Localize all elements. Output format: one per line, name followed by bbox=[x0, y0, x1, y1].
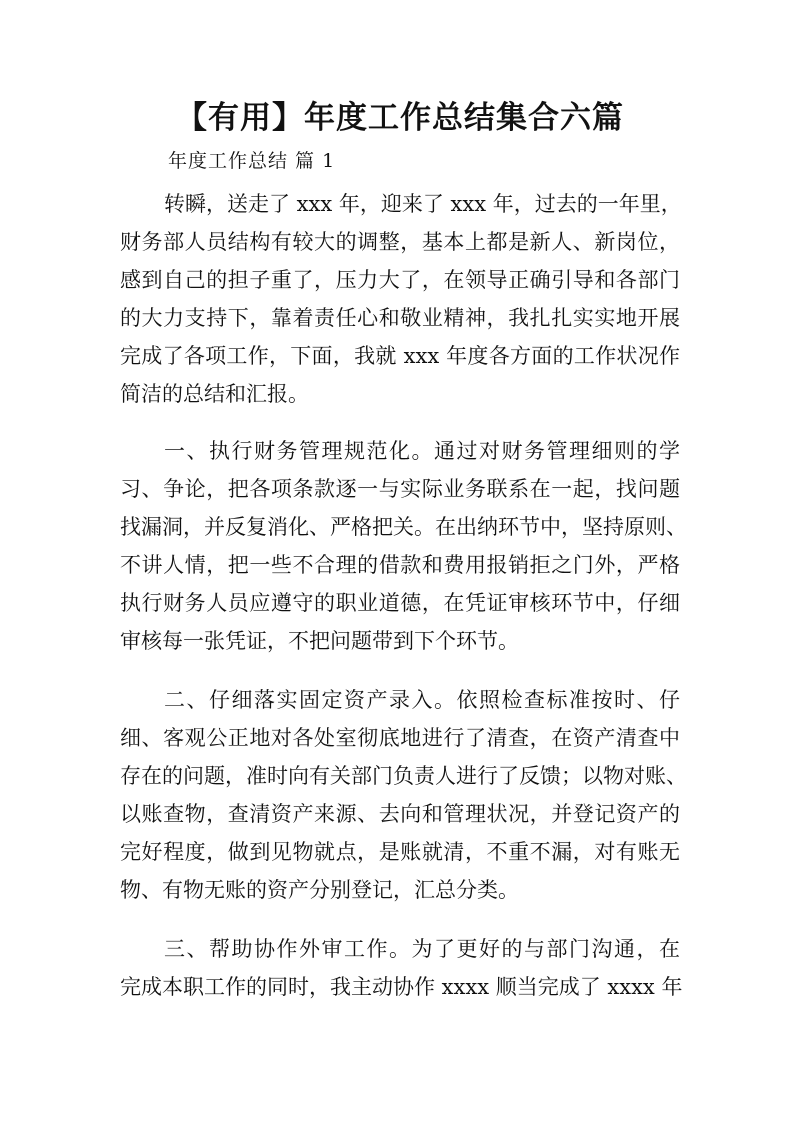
paragraph-line: 执行财务人员应遵守的职业道德，在凭证审核环节中，仔细 bbox=[120, 591, 680, 615]
paragraph-line: 三、帮助协作外审工作。为了更好的与部门沟通，在 bbox=[164, 937, 680, 961]
paragraph-line: 财务部人员结构有较大的调整，基本上都是新人、新岗位， bbox=[120, 230, 680, 254]
paragraph-line: 一、执行财务管理规范化。通过对财务管理细则的学 bbox=[164, 439, 680, 463]
paragraph-line: 的大力支持下，靠着责任心和敬业精神，我扎扎实实地开展 bbox=[120, 306, 680, 330]
paragraph-line: 感到自己的担子重了，压力大了，在领导正确引导和各部门 bbox=[120, 268, 680, 292]
document-title: 【有用】年度工作总结集合六篇 bbox=[176, 100, 624, 136]
paragraph-line: 存在的问题，准时向有关部门负责人进行了反馈；以物对账、 bbox=[120, 764, 687, 788]
paragraph-line: 完好程度，做到见物就点，是账就清，不重不漏，对有账无 bbox=[120, 840, 680, 864]
paragraph-line: 二、仔细落实固定资产录入。依照检查标准按时、仔 bbox=[164, 688, 680, 712]
paragraph-line: 转瞬，送走了 xxx 年，迎来了 xxx 年，过去的一年里， bbox=[164, 192, 682, 216]
paragraph-line: 以账查物，查清资产来源、去向和管理状况，并登记资产的 bbox=[120, 802, 680, 826]
paragraph-line: 不讲人情，把一些不合理的借款和费用报销拒之门外，严格 bbox=[120, 553, 680, 577]
paragraph-line: 审核每一张凭证，不把问题带到下个环节。 bbox=[120, 629, 519, 653]
section-heading: 年度工作总结 篇 1 bbox=[168, 150, 336, 172]
paragraph-line: 找漏洞，并反复消化、严格把关。在出纳环节中，坚持原则、 bbox=[120, 515, 687, 539]
paragraph-line: 简洁的总结和汇报。 bbox=[120, 382, 309, 406]
paragraph-line: 完成了各项工作，下面，我就 xxx 年度各方面的工作状况作 bbox=[120, 344, 680, 368]
paragraph-line: 完成本职工作的同时，我主动协作 xxxx 顺当完成了 xxxx 年 bbox=[120, 975, 683, 999]
paragraph-line: 习、争论，把各项条款逐一与实际业务联系在一起，找问题 bbox=[120, 477, 680, 501]
paragraph-line: 物、有物无账的资产分别登记，汇总分类。 bbox=[120, 878, 519, 902]
paragraph-line: 细、客观公正地对各处室彻底地进行了清查，在资产清查中 bbox=[120, 726, 680, 750]
